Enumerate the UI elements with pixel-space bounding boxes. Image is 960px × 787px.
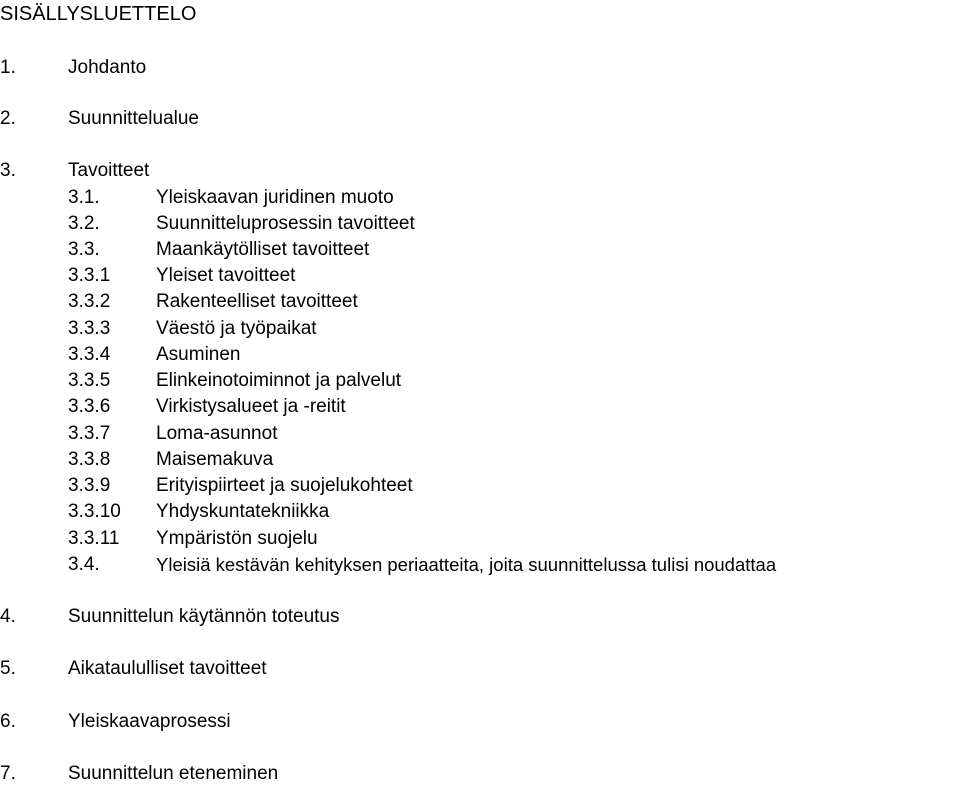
toc-entry-number: 3. — [0, 160, 16, 181]
toc-entry-label: Asuminen — [156, 344, 241, 365]
toc-entry-number: 3.3.1 — [68, 265, 111, 286]
toc-entry-label: Maankäytölliset tavoitteet — [156, 239, 370, 260]
toc-entry-number: 3.2. — [68, 213, 100, 234]
toc-entry-number: 3.3.11 — [68, 528, 120, 549]
toc-entry-number: 3.3.7 — [68, 423, 111, 444]
toc-entry-label: Suunnittelun eteneminen — [68, 763, 279, 784]
toc-entry-label: Elinkeinotoiminnot ja palvelut — [156, 370, 402, 391]
toc-entry-number: 3.3.4 — [68, 344, 111, 365]
toc-entry-label: Yleiset tavoitteet — [156, 265, 296, 286]
toc-entry-number: 7. — [0, 763, 16, 784]
toc-entry-number: 3.3.2 — [68, 291, 111, 312]
toc-title: SISÄLLYSLUETTELO — [0, 3, 197, 25]
toc-entry-label: Yleiskaavan juridinen muoto — [156, 187, 394, 208]
toc-entry-number: 3.3.9 — [68, 475, 111, 496]
toc-entry-label: Maisemakuva — [156, 449, 274, 470]
toc-entry-label: Rakenteelliset tavoitteet — [156, 291, 358, 312]
toc-entry-number: 3.1. — [68, 187, 100, 208]
toc-entry-number: 3.3.3 — [68, 318, 111, 339]
toc-entry-label: Suunnittelualue — [68, 108, 199, 129]
toc-entry-number: 3.3.5 — [68, 370, 111, 391]
toc-entry-label: Suunnittelun käytännön toteutus — [68, 606, 340, 627]
toc-entry-label: Aikataululliset tavoitteet — [68, 658, 267, 679]
toc-entry-label: Tavoitteet — [68, 160, 150, 181]
toc-entry-label: Yhdyskuntatekniikka — [156, 501, 330, 522]
toc-entry-label: Johdanto — [68, 57, 147, 78]
toc-entry-number: 2. — [0, 108, 16, 129]
toc-entry-label: Ympäristön suojelu — [156, 528, 318, 549]
toc-entry-number: 3.3.6 — [68, 396, 111, 417]
toc-entry-number: 5. — [0, 658, 16, 679]
toc-entry-number: 3.3.10 — [68, 501, 121, 522]
toc-entry-label: Erityispiirteet ja suojelukohteet — [156, 475, 413, 496]
toc-entry-number: 3.3.8 — [68, 449, 111, 470]
toc-entry-label: Väestö ja työpaikat — [156, 318, 317, 339]
toc-entry-number: 4. — [0, 606, 16, 627]
toc-entry-number: 1. — [0, 57, 16, 78]
toc-entry-label: Virkistysalueet ja -reitit — [156, 396, 346, 417]
toc-entry-label: Suunnitteluprosessin tavoitteet — [156, 213, 415, 234]
toc-entry-number: 3.3. — [68, 239, 100, 260]
toc-entry-label: Yleisiä kestävän kehityksen periaatteita, joita suunnittelussa tulisi noudattaa — [156, 554, 777, 575]
toc-entry-number: 6. — [0, 711, 16, 732]
toc-entry-label: Yleiskaavaprosessi — [68, 711, 231, 732]
toc-entry-label: Loma-asunnot — [156, 423, 278, 444]
toc-entry-number: 3.4. — [68, 554, 100, 575]
